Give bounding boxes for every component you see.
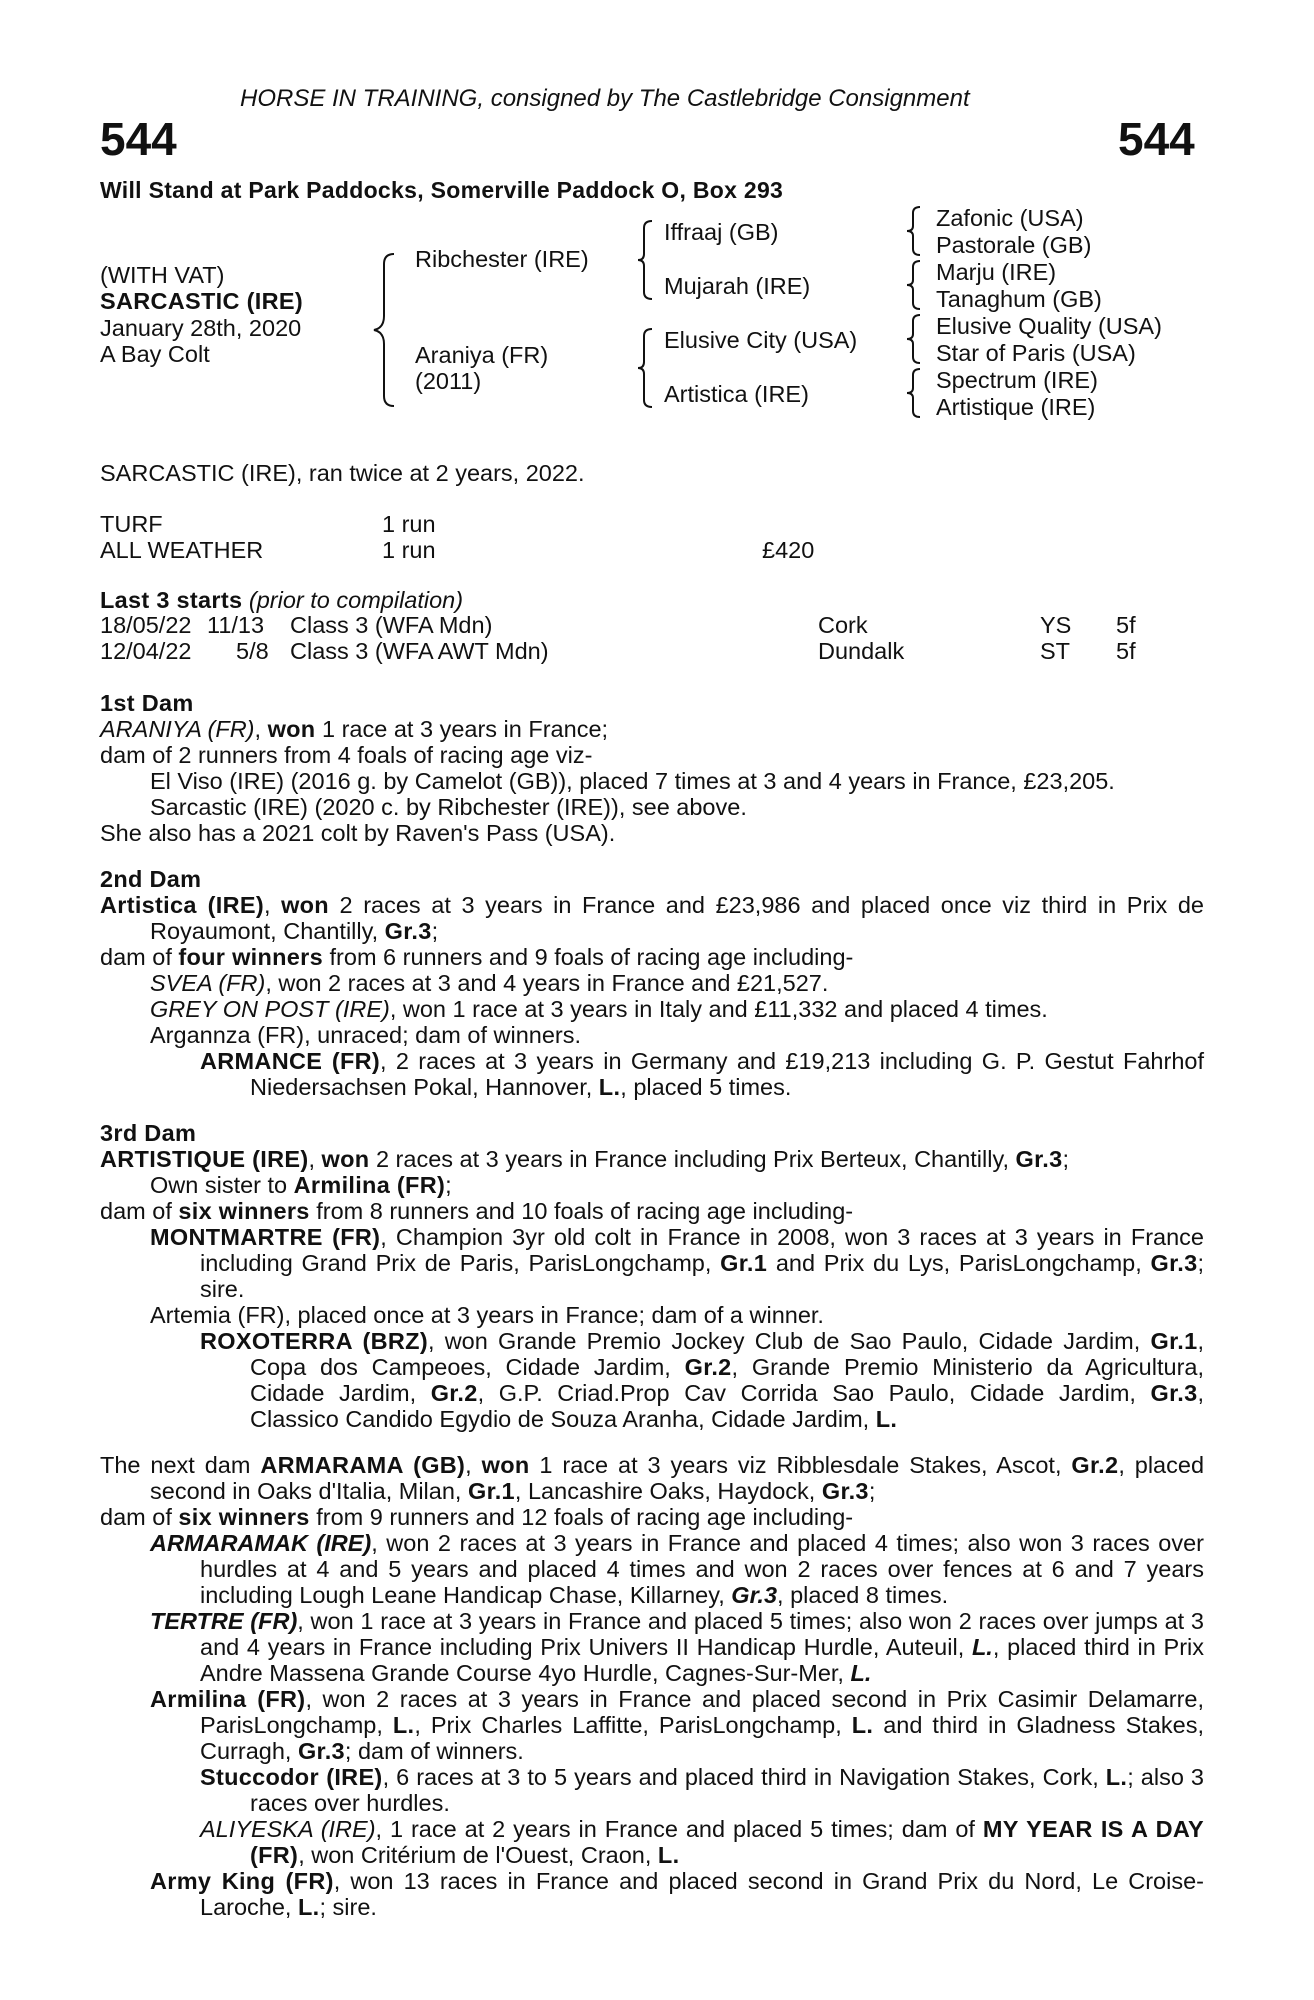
- start-row-date: 12/04/22: [100, 638, 192, 664]
- next-dam-foal: [100, 1530, 1204, 1608]
- horse-description: A Bay Colt: [100, 341, 210, 367]
- grade-label: Gr.2: [684, 1354, 732, 1380]
- grade-label: Gr.3: [1150, 1380, 1198, 1406]
- grade-label: Gr.3: [821, 1478, 869, 1504]
- next-dam-p2: [100, 1504, 1204, 1530]
- pedigree-sds: Marju (IRE): [936, 259, 1057, 285]
- next-dam-text: ;: [868, 1478, 876, 1504]
- pedigree-dd: Artistica (IRE): [664, 381, 809, 407]
- foal-text: , won 13 races in France and placed second in Grand Prix du Nord, Le Croise-Laroche,: [200, 1868, 1204, 1920]
- grade-label: Gr.3: [731, 1582, 778, 1608]
- pedigree-sdd: Tanaghum (GB): [936, 286, 1102, 312]
- foal-text: , placed 8 times.: [777, 1582, 949, 1608]
- start-row-pos: 5/8: [236, 638, 269, 664]
- next-dam-grandfoal: [100, 1764, 1204, 1816]
- pedigree-bracket-dam: [634, 326, 658, 410]
- grade-label: Gr.2: [1071, 1452, 1119, 1478]
- pedigree-dam-year: (2011): [415, 368, 482, 394]
- second-dam-p2-pre: dam of: [100, 944, 179, 970]
- race-summary: SARCASTIC (IRE), ran twice at 2 years, 2022.: [100, 460, 585, 486]
- second-dam-p1-end: ;: [431, 918, 439, 944]
- next-dam-section: [100, 1452, 1204, 1920]
- next-dam-text: 1 race at 3 years viz Ribblesdale Stakes, Ascot,: [529, 1452, 1072, 1478]
- pedigree-sd: Mujarah (IRE): [664, 273, 811, 299]
- foal-text: , placed third in Prix Andre Massena Grande Course 4yo Hurdle, Cagnes-Sur-Mer,: [200, 1634, 1204, 1686]
- foal-text: , Champion 3yr old colt in France in 2008, won 3 races at 3 years in France including Grand Prix de Paris, ParisLongchamp,: [200, 1224, 1204, 1276]
- pedigree-dsd: Star of Paris (USA): [936, 340, 1136, 366]
- sister-pre: Own sister to: [150, 1172, 294, 1198]
- second-dam-winners: four winners: [178, 944, 323, 970]
- second-dam-name: Artistica (IRE): [100, 892, 264, 918]
- foal-name: GREY ON POST (IRE): [150, 996, 390, 1022]
- second-dam-grandfoal: [100, 1048, 1204, 1100]
- grade-label: Gr.1: [1150, 1328, 1198, 1354]
- next-dam-p1: The next dam ARMARAMA (GB), won 1 race at 3 years viz Ribblesdale Stakes, Ascot, Gr.2, placed second in Oaks d'Italia, Milan, Gr.1, Lancashire Oaks, Haydock, Gr.3;: [100, 1452, 1205, 1504]
- third-dam-sister: [100, 1172, 1204, 1198]
- foal-name: ALIYESKA (IRE): [200, 1816, 376, 1842]
- foal-text: , won Critérium de l'Ouest, Craon,: [298, 1842, 658, 1868]
- pedigree-ds: Elusive City (USA): [664, 327, 858, 353]
- grade-label: L.: [971, 1634, 993, 1660]
- grade-label: L.: [657, 1842, 680, 1868]
- grade-label: Gr.1: [720, 1250, 768, 1276]
- second-dam-p1: Artistica (IRE), won 2 races at 3 years in France and £23,986 and placed once viz third in Prix de Royaumont, Chantilly, Gr.3;: [100, 892, 1205, 944]
- consignor-line: HORSE IN TRAINING, consigned by The Castlebridge Consignment: [240, 85, 970, 112]
- foal-text: , won 2 races at 3 and 4 years in France and £21,527.: [265, 970, 829, 996]
- pedigree-bracket-dd: [902, 366, 926, 420]
- grade-label: L.: [875, 1406, 898, 1432]
- pedigree-bracket-sire: [634, 218, 658, 302]
- pedigree-ss: Iffraaj (GB): [664, 219, 779, 245]
- third-dam-grandfoal: [100, 1328, 1204, 1432]
- pedigree-bracket-sd: [902, 258, 926, 312]
- start-row-going: YS: [1040, 612, 1072, 638]
- start-row-dist: 5f: [1116, 638, 1136, 664]
- foal-text: , 1 race at 2 years in France and placed 5 times; dam of: [375, 1816, 983, 1842]
- next-dam-name: ARMARAMA (GB): [260, 1452, 466, 1478]
- third-dam-section: [100, 1120, 1204, 1432]
- first-dam-won: won: [267, 716, 316, 742]
- foal-text: , won 1 race at 3 years in Italy and £11,332 and placed 4 times.: [389, 996, 1048, 1022]
- foal-text: , Grande Premio Ministerio da Agricultura, Cidade Jardim,: [250, 1354, 1204, 1406]
- next-dam-text: , placed second in Oaks d'Italia, Milan,: [150, 1452, 1205, 1504]
- foal-text: , Classico Candido Egydio de Souza Aranha, Cidade Jardim,: [250, 1380, 1204, 1432]
- foal-text: and Prix du Lys, ParisLongchamp,: [767, 1250, 1151, 1276]
- second-dam-heading: 2nd Dam: [100, 866, 202, 892]
- horse-dob: January 28th, 2020: [100, 315, 302, 341]
- horse-name: SARCASTIC (IRE): [100, 288, 303, 314]
- foal-name: MONTMARTRE (FR): [150, 1224, 381, 1250]
- foal-text: , G.P. Criad.Prop Cav Corrida Sao Paulo, Cidade Jardim,: [477, 1380, 1151, 1406]
- first-dam-line1-rest: 1 race at 3 years in France;: [315, 716, 609, 742]
- first-dam-line2: dam of 2 runners from 4 foals of racing age viz-: [100, 742, 593, 768]
- pedigree-dam: Araniya (FR): [415, 342, 549, 368]
- next-dam-foal: [100, 1686, 1204, 1764]
- third-dam-foal: Artemia (FR), placed once at 3 years in France; dam of a winner.: [150, 1302, 824, 1328]
- foal-text: , won Grande Premio Jockey Club de Sao Paulo, Cidade Jardim,: [427, 1328, 1151, 1354]
- next-dam-p2-pre: dam of: [100, 1504, 179, 1530]
- pedigree-ddd: Artistique (IRE): [936, 394, 1096, 420]
- next-dam-won: won: [481, 1452, 530, 1478]
- start-row-date: 18/05/22: [100, 612, 192, 638]
- second-dam-p1-text: 2 races at 3 years in France and £23,986 and placed once viz third in Prix de Royaumont, Chantilly,: [150, 892, 1205, 944]
- third-dam-p2-pre: dam of: [100, 1198, 179, 1224]
- foal-text: and third in Gladness Stakes, Curragh,: [200, 1712, 1205, 1764]
- foal-name: ARMANCE (FR): [200, 1048, 381, 1074]
- foal-text: , 6 races at 3 to 5 years and placed third in Navigation Stakes, Cork,: [382, 1764, 1106, 1790]
- pedigree-bracket-ss: [902, 204, 926, 258]
- first-dam-name: ARANIYA (FR): [100, 716, 255, 742]
- start-row-race: Class 3 (WFA Mdn): [290, 612, 493, 638]
- foal-text: , 2 races at 3 years in Germany and £19,213 including G. P. Gestut Fahrhof Niedersachsen Pokal, Hannover,: [250, 1048, 1204, 1100]
- first-dam-foal: El Viso (IRE) (2016 g. by Camelot (GB)), placed 7 times at 3 and 4 years in France, £23,205.: [150, 768, 1115, 794]
- second-dam-p2-rest: from 6 runners and 9 foals of racing age including-: [323, 944, 854, 970]
- pedigree-bracket-ds: [902, 312, 926, 366]
- grade-label: L.: [850, 1660, 872, 1686]
- grade-label: Gr.3: [384, 918, 432, 944]
- foal-text: ; sire.: [200, 1250, 1205, 1302]
- start-row-dist: 5f: [1116, 612, 1136, 638]
- next-dam-winners: six winners: [178, 1504, 310, 1530]
- last-starts-heading: [100, 587, 463, 613]
- third-dam-p2: [100, 1198, 1204, 1224]
- third-dam-p1: ARTISTIQUE (IRE), won 2 races at 3 years in France including Prix Berteux, Chantilly, Gr.3;: [100, 1146, 1069, 1172]
- next-dam-text: , Lancashire Oaks, Haydock,: [514, 1478, 822, 1504]
- foal-name: SVEA (FR): [150, 970, 266, 996]
- second-dam-section: [100, 866, 1204, 1100]
- record-aw-prize: £420: [762, 537, 815, 563]
- second-dam-foal: Argannza (FR), unraced; dam of winners.: [150, 1022, 582, 1048]
- lot-number-right: 544: [1118, 113, 1195, 165]
- start-row-course: Cork: [818, 612, 868, 638]
- pedigree-bracket-main: [370, 250, 406, 410]
- last-starts-note: (prior to compilation): [248, 587, 464, 613]
- third-dam-name: ARTISTIQUE (IRE): [100, 1146, 309, 1172]
- grade-label: L.: [297, 1894, 320, 1920]
- first-dam-foal: Sarcastic (IRE) (2020 c. by Ribchester (IRE)), see above.: [150, 794, 747, 820]
- grade-label: L.: [392, 1712, 415, 1738]
- next-dam-grandfoal: [100, 1816, 1204, 1868]
- first-dam-line1: ARANIYA (FR), won 1 race at 3 years in France;: [100, 716, 609, 742]
- third-dam-heading: 3rd Dam: [100, 1120, 197, 1146]
- first-dam-heading: 1st Dam: [100, 690, 194, 716]
- foal-text: ; also 3 races over hurdles.: [250, 1764, 1204, 1816]
- grade-label: Gr.2: [430, 1380, 478, 1406]
- grade-label: Gr.3: [1015, 1146, 1063, 1172]
- record-aw-label: ALL WEATHER: [100, 537, 264, 563]
- grade-label: L.: [851, 1712, 874, 1738]
- foal-text: , won 1 race at 3 years in France and placed 5 times; also won 2 races over jumps at 3 and 4 years in France including Prix Univers II Handicap Hurdle, Auteuil,: [200, 1608, 1204, 1660]
- second-dam-foal: [100, 970, 1204, 996]
- next-dam-pre: The next dam: [100, 1452, 261, 1478]
- pedigree-dds: Spectrum (IRE): [936, 367, 1098, 393]
- next-dam-foal: [100, 1608, 1204, 1686]
- lot-number-left: 544: [100, 113, 177, 165]
- foal-text: ; dam of winners.: [344, 1738, 524, 1764]
- last-starts-title: Last 3 starts: [100, 587, 243, 613]
- vat-label: (WITH VAT): [100, 262, 225, 288]
- third-dam-p1-text: 2 races at 3 years in France including Prix Berteux, Chantilly,: [369, 1146, 1016, 1172]
- pedigree-dss: Elusive Quality (USA): [936, 313, 1162, 339]
- sister-name: Armilina (FR): [293, 1172, 446, 1198]
- third-dam-foal: [100, 1224, 1204, 1302]
- foal-text: , placed 5 times.: [620, 1074, 792, 1100]
- start-row-pos: 11/13: [207, 612, 265, 638]
- record-aw-runs: 1 run: [382, 537, 436, 563]
- foal-text: , Prix Charles Laffitte, ParisLongchamp,: [414, 1712, 852, 1738]
- foal-name: Armilina (FR): [150, 1686, 306, 1712]
- start-row-course: Dundalk: [818, 638, 905, 664]
- foal-text: , won 2 races at 3 years in France and placed 4 times; also won 3 races over hurdles at 4 and 5 years and placed 4 times and won 2 races over fences at 6 and 7 years including Lough Leane Handicap Chase, Killarney,: [200, 1530, 1204, 1608]
- second-dam-foal: [100, 996, 1204, 1022]
- record-turf-label: TURF: [100, 511, 163, 537]
- foal-name: ARMARAMAK (IRE): [150, 1530, 372, 1556]
- foal-name: Stuccodor (IRE): [200, 1764, 383, 1790]
- foal-name: ROXOTERRA (BRZ): [200, 1328, 428, 1354]
- foal-text: ; sire.: [319, 1894, 377, 1920]
- grade-label: Gr.3: [297, 1738, 345, 1764]
- foal-name: TERTRE (FR): [150, 1608, 298, 1634]
- start-row-race: Class 3 (WFA AWT Mdn): [290, 638, 549, 664]
- grade-label: Gr.3: [1150, 1250, 1198, 1276]
- foal-highlight: MY YEAR IS A DAY (FR): [250, 1816, 1204, 1868]
- grade-label: Gr.1: [467, 1478, 515, 1504]
- record-turf-runs: 1 run: [382, 511, 436, 537]
- third-dam-p2-rest: from 8 runners and 10 foals of racing age including-: [309, 1198, 854, 1224]
- pedigree-sss: Zafonic (USA): [936, 205, 1084, 231]
- foal-name: Army King (FR): [150, 1868, 334, 1894]
- second-dam-won: won: [281, 892, 329, 918]
- first-dam-last: She also has a 2021 colt by Raven's Pass (USA).: [100, 820, 616, 846]
- first-dam-section: [100, 690, 1204, 846]
- sister-end: ;: [445, 1172, 452, 1198]
- third-dam-winners: six winners: [178, 1198, 310, 1224]
- start-row-going: ST: [1040, 638, 1071, 664]
- pedigree-ssd: Pastorale (GB): [936, 232, 1092, 258]
- next-dam-foal: [100, 1868, 1204, 1920]
- stabling-line: Will Stand at Park Paddocks, Somerville Paddock O, Box 293: [100, 177, 784, 203]
- grade-label: L.: [1105, 1764, 1128, 1790]
- foal-text: , won 2 races at 3 years in France and placed second in Prix Casimir Delamarre, ParisLongchamp,: [200, 1686, 1204, 1738]
- pedigree-sire: Ribchester (IRE): [415, 246, 589, 272]
- third-dam-p1-end: ;: [1062, 1146, 1069, 1172]
- next-dam-p2-rest: from 9 runners and 12 foals of racing age including-: [309, 1504, 854, 1530]
- third-dam-won: won: [321, 1146, 370, 1172]
- grade-label: L.: [598, 1074, 621, 1100]
- second-dam-p2: [100, 944, 1204, 970]
- foal-text: , Copa dos Campeoes, Cidade Jardim,: [250, 1328, 1204, 1380]
